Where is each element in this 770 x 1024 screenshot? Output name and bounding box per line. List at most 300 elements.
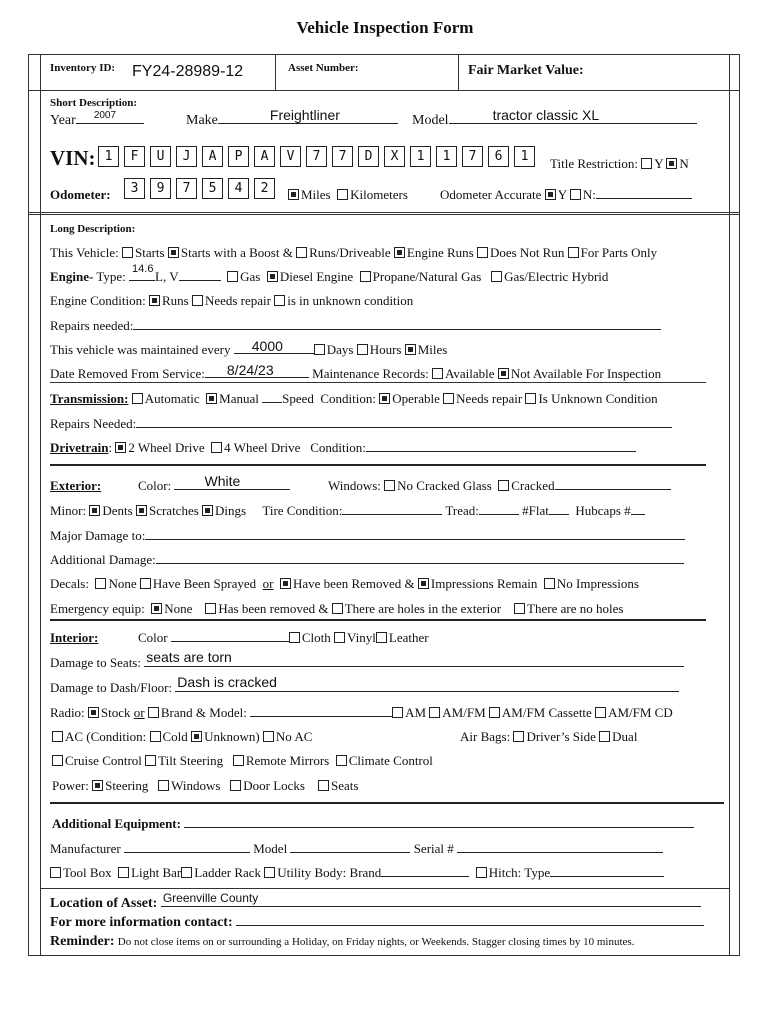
- dual-label: Dual: [612, 729, 638, 744]
- dings-checkbox[interactable]: [202, 505, 213, 516]
- manufacturer-label: Manufacturer: [50, 841, 121, 856]
- vin-char-box[interactable]: 7: [306, 146, 327, 167]
- steering-label: Steering: [105, 778, 149, 793]
- odometer-digit-box[interactable]: 9: [150, 178, 171, 199]
- transmission-row: [50, 391, 658, 407]
- inventory-id-label: Inventory ID:: [50, 62, 116, 74]
- no-impressions-label: No Impressions: [556, 576, 639, 591]
- title-restriction-n-checkbox[interactable]: [666, 158, 677, 169]
- cruise-label: Cruise Control: [65, 753, 142, 768]
- starts-checkbox[interactable]: [122, 247, 133, 258]
- leather-checkbox[interactable]: [376, 632, 387, 643]
- brand-model-field[interactable]: [250, 705, 392, 717]
- speed-label: Speed: [282, 391, 314, 406]
- automatic-checkbox[interactable]: [132, 393, 143, 404]
- cloth-checkbox[interactable]: [289, 632, 300, 643]
- toolbox-checkbox[interactable]: [50, 867, 61, 878]
- liters-value[interactable]: 14.6: [132, 263, 154, 275]
- needs-repair-checkbox[interactable]: [192, 295, 203, 306]
- driver-side-label: Driver’s Side: [526, 729, 596, 744]
- contact-row: [50, 914, 704, 931]
- seats-label: Seats: [330, 778, 359, 793]
- section-divider: [50, 619, 706, 621]
- contact-label: For more information contact:: [50, 915, 233, 930]
- door-locks-checkbox[interactable]: [230, 780, 241, 791]
- year-value: 2007: [93, 110, 117, 121]
- model-label: Model: [412, 113, 449, 128]
- tilt-checkbox[interactable]: [145, 755, 156, 766]
- none-label: None: [164, 601, 193, 616]
- miles-label: Miles: [417, 342, 448, 357]
- power-windows-checkbox[interactable]: [158, 780, 169, 791]
- divider: [730, 90, 740, 91]
- operable-label: Operable: [392, 391, 440, 406]
- radio-label: Radio:: [50, 705, 85, 720]
- dash-damage-row: [50, 674, 679, 696]
- major-damage-field[interactable]: [145, 528, 685, 540]
- exterior-color: [138, 473, 290, 494]
- climate-label: Climate Control: [348, 753, 433, 768]
- vin-char-box[interactable]: X: [384, 146, 405, 167]
- repairs-needed-row: [50, 318, 661, 334]
- maintained-label: This vehicle was maintained every: [50, 342, 231, 357]
- cold-label: Cold: [162, 729, 188, 744]
- divider: [275, 54, 276, 90]
- year-field[interactable]: [50, 112, 144, 129]
- drivetrain-condition-label: Condition:: [310, 440, 366, 455]
- maintained-value[interactable]: 4000: [251, 338, 283, 354]
- trans-repairs-field[interactable]: [136, 416, 672, 428]
- dents-checkbox[interactable]: [89, 505, 100, 516]
- odometer-accurate-label: Odometer Accurate: [440, 187, 542, 202]
- additional-damage-field[interactable]: [156, 552, 684, 564]
- hours-checkbox[interactable]: [357, 344, 368, 355]
- mirrors-checkbox[interactable]: [233, 755, 244, 766]
- seats-damage-value[interactable]: seats are torn: [146, 649, 232, 665]
- no-impressions-checkbox[interactable]: [544, 578, 555, 589]
- manufacturer-field[interactable]: [124, 841, 250, 853]
- decals-row: [50, 576, 639, 592]
- contact-field[interactable]: [236, 914, 704, 926]
- power-label: Power:: [52, 778, 89, 793]
- location-value[interactable]: Greenville County: [162, 891, 259, 905]
- no-cracked-label: No Cracked Glass: [397, 478, 492, 493]
- divider: [40, 90, 730, 91]
- vin-label: VIN:: [50, 146, 96, 170]
- door-locks-label: Door Locks: [243, 778, 305, 793]
- runs-driveable-checkbox[interactable]: [296, 247, 307, 258]
- runs-driveable-label: Runs/Driveable: [309, 245, 391, 260]
- has-been-removed-label: Has been removed &: [218, 601, 329, 616]
- scratches-checkbox[interactable]: [136, 505, 147, 516]
- records-available-checkbox[interactable]: [432, 368, 443, 379]
- manual-label: Manual: [219, 391, 259, 406]
- records-not-available-checkbox[interactable]: [498, 368, 509, 379]
- none-label: None: [108, 576, 137, 591]
- serial-label: Serial #: [413, 841, 454, 856]
- leather-label: Leather: [388, 630, 429, 645]
- major-damage-row: [50, 528, 685, 544]
- vin-char-box[interactable]: A: [254, 146, 275, 167]
- dents-label: Dents: [102, 503, 133, 518]
- repairs-needed-label: Repairs needed:: [50, 318, 134, 333]
- vin-char-box[interactable]: 1: [514, 146, 535, 167]
- drivetrain-condition-field[interactable]: [366, 440, 636, 452]
- amfm-checkbox[interactable]: [429, 707, 440, 718]
- power-seats-checkbox[interactable]: [318, 780, 329, 791]
- four-wheel-label: 4 Wheel Drive: [224, 440, 301, 455]
- long-description-label: Long Description:: [50, 223, 136, 235]
- needs-repair-label: Needs repair: [204, 293, 271, 308]
- date-removed-row: [50, 362, 662, 382]
- decals-label: Decals:: [50, 576, 89, 591]
- odometer-digit-box[interactable]: 7: [176, 178, 197, 199]
- two-wheel-drive-checkbox[interactable]: [115, 442, 126, 453]
- parts-only-label: For Parts Only: [580, 245, 658, 260]
- odometer-digit-box[interactable]: 3: [124, 178, 145, 199]
- does-not-run-checkbox[interactable]: [477, 247, 488, 258]
- vin-char-box[interactable]: 7: [332, 146, 353, 167]
- lightbar-label: Light Bar: [131, 865, 182, 880]
- make-label: Make: [186, 113, 218, 128]
- climate-checkbox[interactable]: [336, 755, 347, 766]
- vin-char-box[interactable]: A: [202, 146, 223, 167]
- color-value[interactable]: White: [204, 473, 241, 489]
- vinyl-label: Vinyl: [347, 630, 376, 645]
- vin-char-box[interactable]: 1: [410, 146, 431, 167]
- interior-color: [138, 630, 429, 646]
- sprayed-checkbox[interactable]: [140, 578, 151, 589]
- unknown-label: Is Unknown Condition: [538, 391, 658, 406]
- cd-label: AM/FM CD: [608, 705, 673, 720]
- available-label: Available: [444, 366, 495, 381]
- additional-equipment-label: Additional Equipment:: [52, 816, 181, 831]
- make-field[interactable]: [186, 107, 398, 129]
- amfm-label: AM/FM: [442, 705, 486, 720]
- removed-checkbox[interactable]: [280, 578, 291, 589]
- two-wheel-label: 2 Wheel Drive: [128, 440, 205, 455]
- dual-checkbox[interactable]: [599, 731, 610, 742]
- stock-radio-checkbox[interactable]: [88, 707, 99, 718]
- location-label: Location of Asset:: [50, 896, 158, 911]
- does-not-run-label: Does Not Run: [489, 245, 565, 260]
- cloth-label: Cloth: [301, 630, 331, 645]
- no-cracked-glass-checkbox[interactable]: [384, 480, 395, 491]
- windows-label: Windows:: [328, 478, 381, 493]
- minor-row: [50, 503, 645, 519]
- no-holes-label: There are no holes: [527, 601, 624, 616]
- inventory-id-value[interactable]: FY24-28989-12: [132, 63, 244, 80]
- stock-label: Stock: [100, 705, 131, 720]
- drivetrain-label: Drivetrain: [50, 440, 109, 455]
- fair-market-value-label: Fair Market Value:: [468, 63, 584, 78]
- emergency-row: [50, 601, 623, 617]
- power-steering-checkbox[interactable]: [92, 780, 103, 791]
- propane-checkbox[interactable]: [360, 271, 371, 282]
- ac-label: AC (Condition:: [65, 729, 147, 744]
- condition-label: Condition:: [320, 391, 377, 406]
- days-checkbox[interactable]: [314, 344, 325, 355]
- color-label: Color: [138, 630, 168, 645]
- automatic-label: Automatic: [144, 391, 200, 406]
- unknown-condition-checkbox[interactable]: [274, 295, 285, 306]
- dings-label: Dings: [215, 503, 247, 518]
- vin-char-box[interactable]: D: [358, 146, 379, 167]
- emergency-none-checkbox[interactable]: [151, 603, 162, 614]
- accurate-y-checkbox[interactable]: [545, 189, 556, 200]
- serial-field[interactable]: [457, 841, 663, 853]
- emergency-label: Emergency equip:: [50, 601, 145, 616]
- mirrors-label: Remote Mirrors: [245, 753, 330, 768]
- hitch-label: Hitch: Type: [488, 865, 551, 880]
- title-restriction: [550, 156, 689, 172]
- holes-checkbox[interactable]: [332, 603, 343, 614]
- cassette-label: AM/FM Cassette: [501, 705, 592, 720]
- reminder-text: Do not close items on or surrounding a Holiday, on Friday nights, or Weekends. Stagger closing times by 10 minutes.: [117, 936, 635, 948]
- manufacturer-row: [50, 841, 663, 857]
- tilt-label: Tilt Steering: [158, 753, 224, 768]
- additional-equipment-field[interactable]: [184, 816, 694, 828]
- engine-label: Engine-: [50, 269, 94, 284]
- toolbox-label: Tool Box: [63, 865, 112, 880]
- form-title: Vehicle Inspection Form: [296, 18, 474, 37]
- utility-body-checkbox[interactable]: [264, 867, 275, 878]
- section-divider: [50, 802, 724, 804]
- this-vehicle-row: [50, 245, 657, 261]
- vin-char-box[interactable]: J: [176, 146, 197, 167]
- decals-none-checkbox[interactable]: [95, 578, 106, 589]
- this-vehicle-label: This Vehicle:: [50, 245, 119, 260]
- title-restriction-label: Title Restriction:: [550, 156, 638, 171]
- no-holes-checkbox[interactable]: [514, 603, 525, 614]
- model-label: Model: [253, 841, 288, 856]
- vin-char-box[interactable]: F: [124, 146, 145, 167]
- or-label: or: [133, 705, 145, 720]
- cd-checkbox[interactable]: [595, 707, 606, 718]
- operable-checkbox[interactable]: [379, 393, 390, 404]
- short-description-label: Short Description:: [50, 97, 138, 109]
- engine-type-row: [50, 263, 609, 285]
- brand-model-checkbox[interactable]: [148, 707, 159, 718]
- engine-condition-label: Engine Condition:: [50, 293, 146, 308]
- tread-label: Tread:: [445, 503, 479, 518]
- minor-label: Minor:: [50, 503, 87, 518]
- not-available-label: Not Available For Inspection: [510, 366, 662, 381]
- n-label: N:: [582, 187, 596, 202]
- diesel-checkbox[interactable]: [267, 271, 278, 282]
- divider: [40, 888, 730, 889]
- airbags-label: Air Bags:: [460, 729, 511, 744]
- vin-char-box[interactable]: 1: [98, 146, 119, 167]
- am-label: AM: [405, 705, 427, 720]
- y-label: Y: [654, 156, 664, 171]
- equipment-model-field[interactable]: [290, 841, 410, 853]
- model-value: tractor classic XL: [492, 107, 600, 123]
- cold-checkbox[interactable]: [150, 731, 161, 742]
- impressions-label: Impressions Remain: [430, 576, 538, 591]
- color-label: Color:: [138, 478, 172, 493]
- hitch-checkbox[interactable]: [476, 867, 487, 878]
- title-restriction-y-checkbox[interactable]: [641, 158, 652, 169]
- divider: [28, 90, 40, 91]
- driver-side-checkbox[interactable]: [513, 731, 524, 742]
- hybrid-checkbox[interactable]: [491, 271, 502, 282]
- seats-damage-label: Damage to Seats:: [50, 655, 141, 670]
- sprayed-label: Have Been Sprayed: [152, 576, 257, 591]
- make-value: Freightliner: [269, 107, 340, 123]
- vin-char-box[interactable]: V: [280, 146, 301, 167]
- engine-condition-row: [50, 293, 413, 309]
- vin-char-box[interactable]: U: [150, 146, 171, 167]
- vin-char-box[interactable]: 7: [462, 146, 483, 167]
- ac-row: [52, 729, 312, 745]
- interior-label: Interior:: [50, 630, 99, 645]
- gas-checkbox[interactable]: [227, 271, 238, 282]
- cruise-checkbox[interactable]: [52, 755, 63, 766]
- additional-equipment-row: [52, 816, 694, 832]
- needs-repair-label: Needs repair: [456, 391, 523, 406]
- trans-repairs-label: Repairs Needed:: [50, 416, 137, 431]
- windows-label: Windows: [171, 778, 221, 793]
- odometer-digit-box[interactable]: 2: [254, 178, 275, 199]
- odometer-accurate: [440, 187, 692, 203]
- propane-label: Propane/Natural Gas: [372, 269, 482, 284]
- or-label: or: [262, 576, 274, 591]
- starts-boost-label: Starts with a Boost &: [180, 245, 293, 260]
- hitch-type-field[interactable]: [550, 865, 664, 877]
- date-removed-value[interactable]: 8/24/23: [226, 362, 274, 378]
- radio-row: [50, 705, 673, 721]
- power-row: [52, 778, 358, 794]
- gas-label: Gas: [240, 269, 261, 284]
- asset-number-label: Asset Number:: [288, 62, 359, 74]
- equipment-options-row: [50, 865, 664, 881]
- exterior-windows: [328, 478, 671, 494]
- manual-checkbox[interactable]: [206, 393, 217, 404]
- brand-model-label: Brand & Model:: [160, 705, 247, 720]
- major-damage-label: Major Damage to:: [50, 528, 146, 543]
- unknown-condition-label: is in unknown condition: [287, 293, 414, 308]
- vin-char-box[interactable]: 1: [436, 146, 457, 167]
- cracked-checkbox[interactable]: [498, 480, 509, 491]
- starts-label: Starts: [134, 245, 165, 260]
- kilometers-label: Kilometers: [350, 187, 408, 202]
- lightbar-checkbox[interactable]: [118, 867, 129, 878]
- divider: [50, 382, 706, 383]
- odometer-digit-box[interactable]: 5: [202, 178, 223, 199]
- miles-label: Miles: [301, 187, 331, 202]
- dash-damage-value[interactable]: Dash is cracked: [177, 674, 277, 690]
- ladder-rack-label: Ladder Rack: [194, 865, 262, 880]
- reminder-label: Reminder:: [50, 934, 115, 949]
- airbags: [460, 729, 637, 745]
- trans-repairs-row: [50, 416, 672, 432]
- utility-body-label: Utility Body: Brand: [277, 865, 382, 880]
- vin-char-box[interactable]: P: [228, 146, 249, 167]
- ac-unknown-checkbox[interactable]: [191, 731, 202, 742]
- flat-label: #Flat: [522, 503, 549, 518]
- l-v-label: L, V: [155, 269, 179, 284]
- location-row: [50, 891, 701, 912]
- options-row: [52, 753, 433, 769]
- has-been-removed-checkbox[interactable]: [205, 603, 216, 614]
- cassette-checkbox[interactable]: [489, 707, 500, 718]
- exterior-label: Exterior:: [50, 478, 102, 493]
- transmission-label: Transmission:: [50, 391, 129, 406]
- exterior-row: [50, 478, 101, 494]
- unknown-label: Unknown): [204, 729, 260, 744]
- y-label: Y: [557, 187, 567, 202]
- engine-runs-condition-checkbox[interactable]: [149, 295, 160, 306]
- divider: [458, 54, 459, 90]
- tire-condition-field[interactable]: [342, 503, 442, 515]
- n-label: N: [679, 156, 689, 171]
- utility-brand-field[interactable]: [381, 865, 469, 877]
- accurate-n-checkbox[interactable]: [570, 189, 581, 200]
- parts-only-checkbox[interactable]: [568, 247, 579, 258]
- am-checkbox[interactable]: [392, 707, 403, 718]
- ladder-rack-checkbox[interactable]: [181, 867, 192, 878]
- four-wheel-drive-checkbox[interactable]: [211, 442, 222, 453]
- date-removed-label: Date Removed From Service:: [50, 366, 205, 381]
- scratches-label: Scratches: [148, 503, 199, 518]
- diesel-label: Diesel Engine: [279, 269, 354, 284]
- maintained-row: [50, 338, 448, 358]
- miles-checkbox[interactable]: [288, 189, 299, 200]
- additional-damage-label: Additional Damage:: [50, 552, 156, 567]
- year-label: Year: [50, 113, 76, 128]
- hybrid-label: Gas/Electric Hybrid: [504, 269, 609, 284]
- hubcaps-label: Hubcaps #: [575, 503, 631, 518]
- trans-needs-repair-checkbox[interactable]: [443, 393, 454, 404]
- reminder-row: [50, 933, 634, 950]
- impressions-checkbox[interactable]: [418, 578, 429, 589]
- kilometers-checkbox[interactable]: [337, 189, 348, 200]
- type-label: Type:: [96, 269, 126, 284]
- cracked-label: Cracked: [511, 478, 555, 493]
- repairs-needed-field[interactable]: [133, 318, 661, 330]
- interior-color-field[interactable]: [171, 630, 289, 642]
- divider: [28, 214, 740, 215]
- trans-unknown-checkbox[interactable]: [525, 393, 536, 404]
- starts-boost-checkbox[interactable]: [168, 247, 179, 258]
- vin-char-box[interactable]: 6: [488, 146, 509, 167]
- holes-label: There are holes in the exterior: [344, 601, 502, 616]
- ac-checkbox[interactable]: [52, 731, 63, 742]
- days-label: Days: [326, 342, 354, 357]
- miles-maint-checkbox[interactable]: [405, 344, 416, 355]
- interior-row: [50, 630, 98, 646]
- odometer-label: Odometer:: [50, 187, 111, 202]
- no-ac-label: No AC: [275, 729, 313, 744]
- odometer-digit-box[interactable]: 4: [228, 178, 249, 199]
- drivetrain-row: Drivetrain: 2 Wheel Drive 4 Wheel Drive Condition:: [50, 440, 636, 456]
- runs-label: Runs: [161, 293, 189, 308]
- divider: [28, 212, 740, 213]
- vinyl-checkbox[interactable]: [334, 632, 345, 643]
- odometer-units: [288, 187, 408, 203]
- hours-label: Hours: [369, 342, 402, 357]
- section-divider: [50, 464, 706, 466]
- no-ac-checkbox[interactable]: [263, 731, 274, 742]
- seats-damage-row: [50, 649, 684, 671]
- engine-runs-checkbox[interactable]: [394, 247, 405, 258]
- model-field[interactable]: [412, 107, 697, 129]
- engine-runs-label: Engine Runs: [406, 245, 474, 260]
- dash-damage-label: Damage to Dash/Floor:: [50, 680, 173, 695]
- tire-condition-label: Tire Condition:: [262, 503, 343, 518]
- additional-damage-row: [50, 552, 684, 568]
